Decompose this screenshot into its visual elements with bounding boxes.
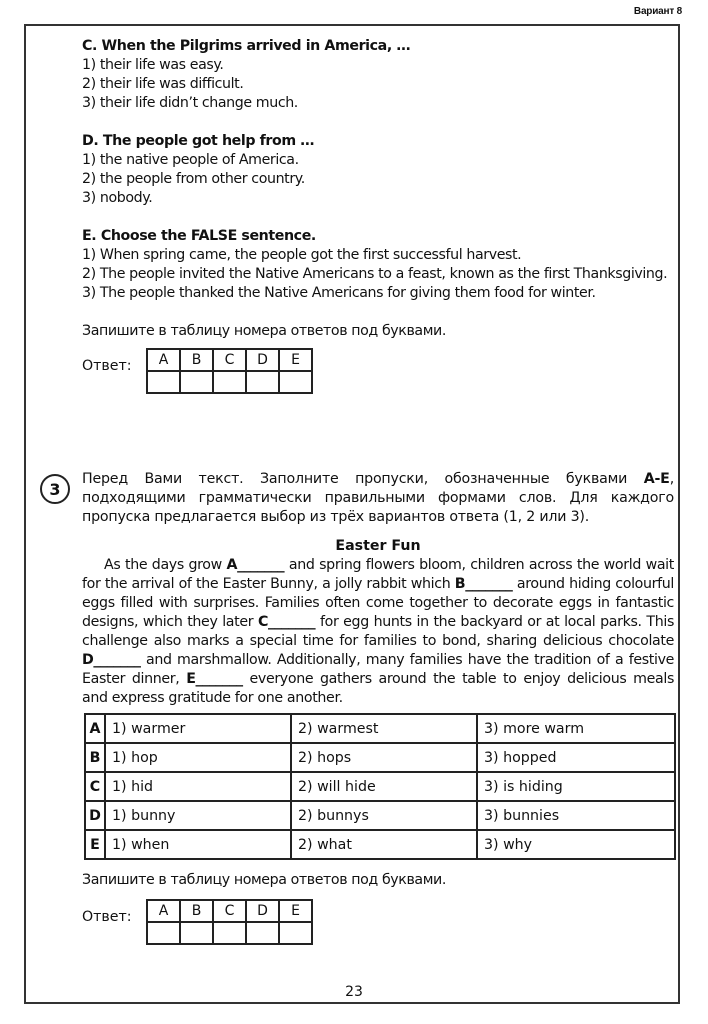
answer-header-a: A: [147, 900, 180, 922]
passage-gap: B_______: [454, 576, 513, 592]
option-cell: 3) hopped: [477, 743, 675, 772]
option-cell: 1) hid: [105, 772, 291, 801]
answer-header-c: C: [213, 900, 246, 922]
task-instruction-pre: Перед Вами текст. Заполните пропуски, обозначенные буквами: [82, 471, 644, 487]
answer-header-d: D: [246, 900, 279, 922]
option-cell: 3) is hiding: [477, 772, 675, 801]
passage-gap: A_______: [226, 557, 285, 573]
passage-segment: and marshmallow. Additionally, many families have the tradition of a festive Easter dinner,: [82, 652, 674, 687]
task-number-badge: 3: [40, 474, 70, 504]
answer-header-a: A: [147, 349, 180, 371]
answer-cell-e[interactable]: [279, 371, 312, 393]
question-d-option-3: 3) nobody.: [82, 190, 153, 206]
question-d-title: D. The people got help from …: [82, 133, 315, 149]
answer-cell-b[interactable]: [180, 371, 213, 393]
option-cell: 2) what: [291, 830, 477, 859]
option-cell: 1) when: [105, 830, 291, 859]
answer-header-d: D: [246, 349, 279, 371]
answer-cell-d[interactable]: [246, 371, 279, 393]
options-row-a: [85, 714, 675, 743]
options-row-c: [85, 772, 675, 801]
answer-cell-d[interactable]: [246, 922, 279, 944]
question-e-title: E. Choose the FALSE sentence.: [82, 228, 316, 244]
question-d-option-1: 1) the native people of America.: [82, 152, 299, 168]
question-c-title: C. When the Pilgrims arrived in America, …: [82, 38, 411, 54]
answer-header-e: E: [279, 900, 312, 922]
answer-cell-e[interactable]: [279, 922, 312, 944]
variant-label: Вариант 8: [633, 6, 682, 17]
question-c: [82, 37, 676, 113]
answer-table: [146, 348, 313, 394]
option-cell: 2) will hide: [291, 772, 477, 801]
passage-segment: everyone gathers around the table to enjoy delicious meals and express gratitude for one another.: [82, 671, 674, 706]
options-row-b: [85, 743, 675, 772]
options-row-e: [85, 830, 675, 859]
task-instruction-post: , подходящими грамматически правильными формами слов. Для каждого пропуска предлагается выбор из трёх вариантов ответа (1, 2 или 3).: [82, 471, 674, 525]
answer-block-1: [82, 348, 313, 394]
options-row-letter: A: [85, 714, 105, 743]
option-cell: 2) bunnys: [291, 801, 477, 830]
answer-cell-c[interactable]: [213, 922, 246, 944]
options-table: [84, 713, 676, 860]
answer-header-c: C: [213, 349, 246, 371]
options-row-letter: B: [85, 743, 105, 772]
question-d: [82, 132, 676, 208]
passage-segment: for egg hunts in the backyard or at local parks. This challenge also marks a special time for families to bond, sharing delicious chocolate: [82, 614, 674, 649]
option-cell: 3) why: [477, 830, 675, 859]
passage-gap: E_______: [186, 671, 243, 687]
answer-block-2: [82, 899, 313, 945]
passage-gap: C_______: [257, 614, 316, 630]
question-c-option-2: 2) their life was difficult.: [82, 76, 244, 92]
answer-cell-b[interactable]: [180, 922, 213, 944]
answer-header-e: E: [279, 349, 312, 371]
options-row-d: [85, 801, 675, 830]
question-c-option-3: 3) their life didn’t change much.: [82, 95, 298, 111]
answer-table: [146, 899, 313, 945]
answer-cell-a[interactable]: [147, 371, 180, 393]
options-row-letter: C: [85, 772, 105, 801]
option-cell: 3) bunnies: [477, 801, 675, 830]
page-number: 23: [345, 984, 363, 1000]
text-title: Easter Fun: [335, 538, 421, 554]
option-cell: 1) warmer: [105, 714, 291, 743]
task-instruction-bold: A-E: [643, 471, 670, 487]
answer-label: Ответ:: [82, 358, 132, 374]
task-instruction: [82, 470, 674, 527]
answer-cell-a[interactable]: [147, 922, 180, 944]
option-cell: 2) warmest: [291, 714, 477, 743]
option-cell: 2) hops: [291, 743, 477, 772]
passage-segment: As the days grow: [104, 557, 227, 573]
passage-segment: and spring flowers bloom, children across the world wait for the arrival of the Easter Bunny, a jolly rabbit which: [82, 557, 674, 592]
question-e: [82, 227, 676, 303]
passage-text: [82, 556, 674, 708]
answer-instruction-2: Запишите в таблицу номера ответов под буквами.: [82, 872, 446, 888]
answer-header-b: B: [180, 349, 213, 371]
question-e-option-2: 2) The people invited the Native Americans to a feast, known as the first Thanksgiving.: [82, 266, 668, 282]
option-cell: 3) more warm: [477, 714, 675, 743]
options-row-letter: D: [85, 801, 105, 830]
answer-cell-c[interactable]: [213, 371, 246, 393]
passage-segment: around hiding colourful eggs filled with surprises. Families often come together to decorate eggs in fantastic designs, which they later: [82, 576, 675, 630]
question-c-option-1: 1) their life was easy.: [82, 57, 224, 73]
option-cell: 1) bunny: [105, 801, 291, 830]
options-row-letter: E: [85, 830, 105, 859]
answer-instruction-1: Запишите в таблицу номера ответов под буквами.: [82, 323, 446, 339]
question-e-option-1: 1) When spring came, the people got the first successful harvest.: [82, 247, 522, 263]
answer-header-b: B: [180, 900, 213, 922]
question-e-option-3: 3) The people thanked the Native Americans for giving them food for winter.: [82, 285, 596, 301]
option-cell: 1) hop: [105, 743, 291, 772]
answer-label: Ответ:: [82, 909, 132, 925]
passage-gap: D_______: [82, 652, 141, 668]
question-d-option-2: 2) the people from other country.: [82, 171, 305, 187]
